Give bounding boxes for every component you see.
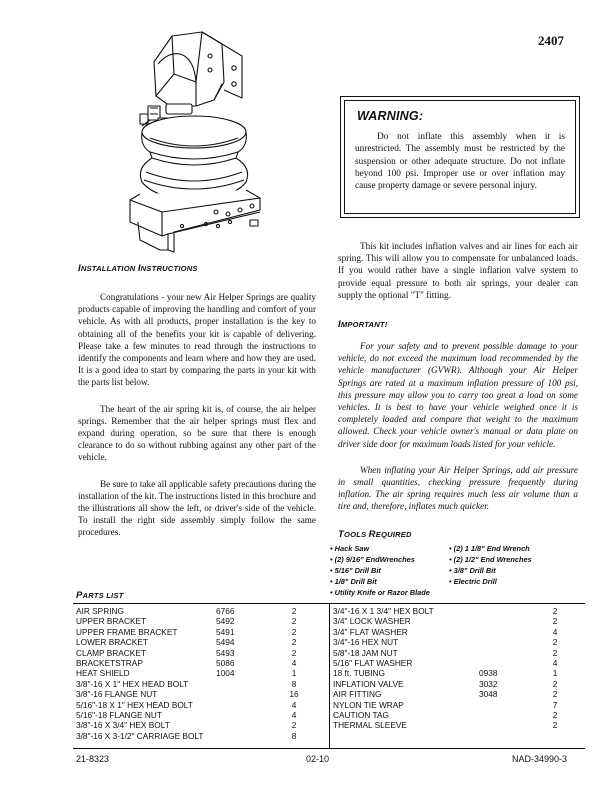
part-number — [479, 648, 549, 658]
part-quantity: 7 — [552, 699, 558, 710]
parts-row — [76, 637, 326, 647]
part-description: HEAT SHIELD — [76, 668, 130, 679]
parts-row — [76, 679, 326, 689]
installation-column — [78, 263, 316, 539]
installation-heading: INSTALLATION INSTRUCTIONS — [78, 263, 198, 274]
part-description: THERMAL SLEEVE — [333, 720, 407, 731]
part-quantity: 16 — [289, 689, 299, 700]
warning-box — [340, 96, 580, 218]
part-description: AIR SPRING — [76, 606, 124, 616]
tool-item: • 1/8" Drill Bit — [330, 577, 377, 586]
part-quantity: 8 — [291, 730, 297, 741]
part-description: 3/8"-16 X 1" HEX HEAD BOLT — [76, 678, 189, 689]
parts-row — [333, 689, 585, 699]
part-description: UPPER BRACKET — [76, 616, 147, 627]
tool-item: • (2) 9/16" EndWrenches — [330, 555, 415, 564]
parts-row — [76, 700, 326, 710]
part-number: 5493 — [216, 647, 235, 658]
part-quantity: 2 — [552, 678, 558, 689]
part-description: 3/4" LOCK WASHER — [333, 616, 411, 627]
parts-list-heading: PARTS LIST — [76, 590, 124, 601]
part-quantity: 2 — [552, 689, 558, 700]
page-number: 2407 — [538, 33, 564, 48]
part-number: 5491 — [216, 626, 235, 637]
right-column — [338, 240, 578, 540]
parts-bottom-rule — [73, 748, 585, 749]
tool-row — [330, 565, 580, 576]
footer-form-number: 21-8323 — [76, 754, 110, 764]
part-number — [479, 710, 549, 720]
part-quantity: 2 — [291, 616, 297, 627]
installation-paragraph: The heart of the air spring kit is, of course, the air helper springs. Remember that the air helper springs must flex and expand during operation, so be sure that there is enough clearance to do so without rubbing against any other part of the vehicle. — [78, 403, 316, 463]
part-quantity: 4 — [291, 657, 297, 668]
tool-item: • (2) 1 1/8" End Wrench — [449, 544, 530, 553]
part-description: CLAMP BRACKET — [76, 647, 146, 658]
part-quantity: 4 — [552, 626, 558, 637]
tool-item: • Hack Saw — [330, 544, 370, 553]
part-number — [479, 606, 549, 616]
parts-row — [76, 689, 326, 699]
important-paragraph: For your safety and to prevent possible damage to your vehicle, do not exceed the maximum load recommended by the vehicle manufacturer (GVWR). Although your Air Helper Springs are rated at a maximum inflation pressure of 100 psi, this pressure may allow you to carry too great a load on some vehicles. It is best to have your vehicle weighed once it is completely loaded and compare that weight to the maximum allowed. Check your vehicle owner's manual or data plate on driver side door for maximum loads listed for your vehicle. — [338, 341, 578, 449]
part-quantity: 2 — [291, 647, 297, 658]
part-number — [216, 700, 286, 710]
parts-row — [333, 627, 585, 637]
part-quantity: 2 — [291, 626, 297, 637]
parts-row — [76, 668, 326, 678]
part-number — [479, 658, 549, 668]
important-heading: IMPORTANT! — [338, 319, 388, 331]
parts-row — [333, 648, 585, 658]
part-quantity: 2 — [291, 720, 297, 731]
part-description: 3/8"-16 X 3/4" HEX BOLT — [76, 720, 170, 731]
part-number: 6766 — [216, 606, 235, 616]
tool-item: • (2) 1/2" End Wrenches — [449, 555, 532, 564]
parts-list-right — [333, 606, 585, 731]
part-quantity: 2 — [552, 709, 558, 720]
warning-title: WARNING: — [357, 109, 424, 123]
important-paragraph: When inflating your Air Helper Springs, add air pressure in small quantities, checking pressure frequently during inflation. The air spring requires much less air volume than a tire and, therefore, inflates much quicker. — [338, 464, 578, 512]
parts-row — [333, 700, 585, 710]
parts-row — [333, 668, 585, 678]
part-description: 5/16" FLAT WASHER — [333, 657, 413, 668]
part-number — [479, 616, 549, 626]
part-number: 3048 — [479, 689, 498, 700]
parts-row — [333, 616, 585, 626]
part-number: 5492 — [216, 616, 235, 627]
part-quantity: 1 — [552, 668, 558, 679]
intro-paragraph: This kit includes inflation valves and air lines for each air spring. This will allow you to compensate for unbalanced loads. If you would rather have a single inflation valve system to provide equal pressure to both air springs, your dealer can supply the optional "T" fitting. — [338, 241, 578, 300]
part-description: LOWER BRACKET — [76, 637, 148, 648]
part-quantity: 2 — [552, 637, 558, 648]
part-number — [479, 627, 549, 637]
part-number: 5086 — [216, 657, 235, 668]
part-number — [216, 731, 286, 741]
part-number — [479, 637, 549, 647]
part-number — [479, 720, 549, 730]
parts-row — [333, 679, 585, 689]
tool-row — [330, 576, 580, 587]
warning-text: Do not inflate this assembly when it is unrestricted. The assembly must be restricted by the suspension or other adequate structure. Do not inflate beyond 100 psi. Improper use or over inflation may cause property damage or severe personal injury. — [355, 132, 565, 192]
part-quantity: 2 — [291, 637, 297, 648]
part-quantity: 2 — [552, 720, 558, 731]
part-number: 5494 — [216, 637, 235, 648]
parts-row — [333, 720, 585, 730]
installation-paragraph: Congratulations - your new Air Helper Springs are quality products capable of improving the handling and comfort of your vehicle. As with all products, proper installation is the key to obtaining all of the benefits your kit is capable of delivering. Please take a few minutes to read through the instructions to identify the components and learn where and how they are used. It is a good idea to start by comparing the parts in your kit with the parts list below. — [78, 292, 316, 388]
tool-row — [330, 543, 580, 554]
air-spring-assembly-illustration — [110, 22, 280, 262]
part-description: 3/8"-16 FLANGE NUT — [76, 689, 158, 700]
part-description: 3/8"-16 X 3-1/2" CARRIAGE BOLT — [76, 730, 204, 741]
part-description: 5/16"-18 X 1" HEX HEAD BOLT — [76, 699, 193, 710]
parts-row — [76, 606, 326, 616]
parts-row — [333, 637, 585, 647]
part-description: UPPER FRAME BRACKET — [76, 626, 178, 637]
part-description: 18 ft. TUBING — [333, 668, 385, 679]
part-quantity: 4 — [291, 699, 297, 710]
part-number — [216, 710, 286, 720]
part-quantity: 4 — [291, 709, 297, 720]
parts-row — [333, 658, 585, 668]
parts-row — [76, 720, 326, 730]
part-description: 3/4" FLAT WASHER — [333, 626, 408, 637]
part-quantity: 2 — [552, 606, 558, 616]
part-quantity: 8 — [291, 678, 297, 689]
part-quantity: 2 — [291, 606, 297, 616]
tool-item: • Electric Drill — [449, 577, 497, 586]
part-number: 1004 — [216, 668, 235, 679]
part-description: CAUTION TAG — [333, 709, 389, 720]
tools-heading: TOOLS REQUIRED — [338, 528, 412, 540]
tool-item: • Utility Knife or Razor Blade — [330, 588, 430, 597]
part-description: BRACKETSTRAP — [76, 657, 143, 668]
part-description: 5/16"-18 FLANGE NUT — [76, 709, 162, 720]
tool-row — [330, 587, 580, 598]
part-quantity: 2 — [552, 616, 558, 627]
part-description: NYLON TIE WRAP — [333, 699, 404, 710]
tool-item: • 3/8" Drill Bit — [449, 566, 496, 575]
parts-row — [76, 731, 326, 741]
parts-row — [76, 627, 326, 637]
part-quantity: 2 — [552, 647, 558, 658]
part-number — [216, 720, 286, 730]
parts-row — [76, 710, 326, 720]
part-description: 3/4"-16 HEX NUT — [333, 637, 399, 648]
part-quantity: 4 — [552, 657, 558, 668]
part-number — [479, 700, 549, 710]
installation-paragraph: Be sure to take all applicable safety precautions during the installation of the kit. The instructions listed in this brochure and the illustrations all show the left, or driver's side of the vehicle. To install the right side assembly simply follow the same procedures. — [78, 478, 316, 538]
part-description: INFLATION VALVE — [333, 678, 404, 689]
part-number: 3032 — [479, 678, 498, 689]
part-description: 5/8"-18 JAM NUT — [333, 647, 398, 658]
part-number — [216, 689, 286, 699]
footer-document-number: NAD-34990-3 — [512, 754, 568, 764]
parts-row — [76, 616, 326, 626]
part-quantity: 1 — [291, 668, 297, 679]
parts-row — [333, 710, 585, 720]
parts-row — [333, 606, 585, 616]
tool-item: • 5/16" Drill Bit — [330, 566, 381, 575]
part-number: 0938 — [479, 668, 498, 679]
part-number — [216, 679, 286, 689]
part-description: AIR FITTING — [333, 689, 382, 700]
part-description: 3/4"-16 X 1 3/4" HEX BOLT — [333, 606, 434, 616]
tools-list — [330, 543, 580, 598]
parts-row — [76, 658, 326, 668]
tool-row — [330, 554, 580, 565]
parts-row — [76, 648, 326, 658]
footer-date: 02-10 — [306, 754, 330, 764]
parts-list-left — [76, 606, 326, 741]
parts-column-divider — [329, 603, 330, 748]
